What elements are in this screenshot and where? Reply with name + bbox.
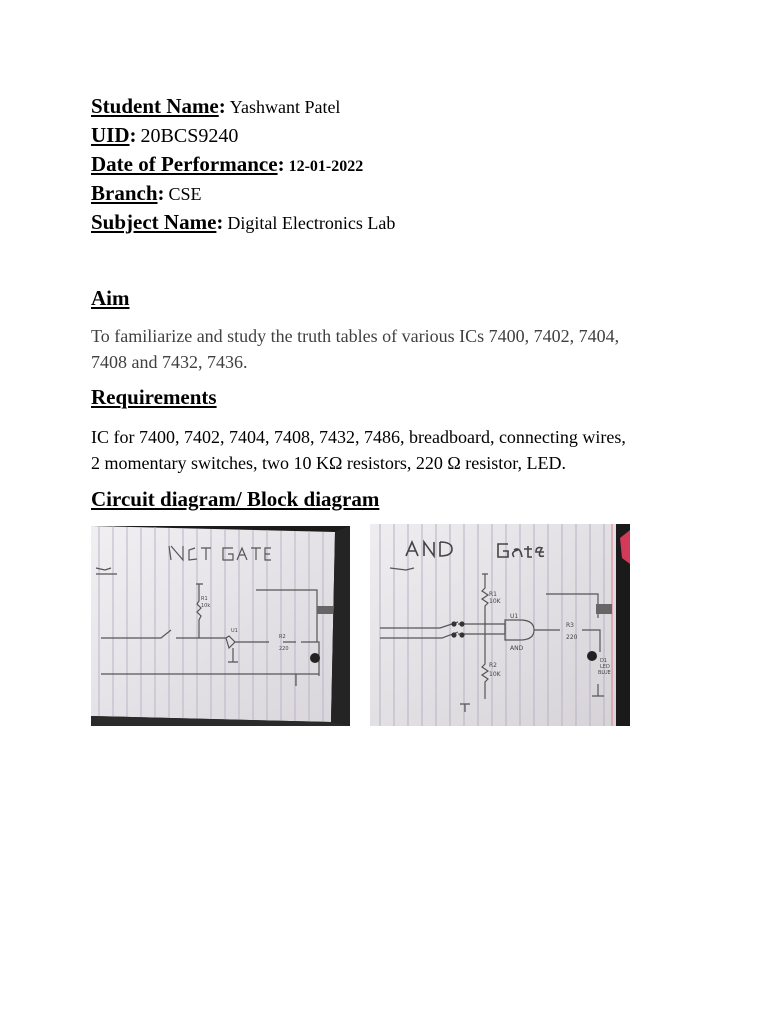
and-r3-label: R3 xyxy=(566,622,574,629)
date-label: Date of Performance xyxy=(91,152,278,176)
not-u1-label: U1 xyxy=(231,628,238,634)
not-r1-value: 10k xyxy=(201,603,211,609)
not-gate-photo xyxy=(91,526,350,726)
aim-line-2: 7408 and 7432, 7436. xyxy=(91,352,248,372)
not-gate-schematic xyxy=(91,526,350,726)
uid-line xyxy=(91,123,238,148)
not-r1-label: R1 xyxy=(201,596,208,602)
and-d1-label: D1 xyxy=(600,658,608,664)
requirements-heading: Requirements xyxy=(91,385,217,409)
not-r2-value: 220 xyxy=(279,646,289,652)
circuit-heading: Circuit diagram/ Block diagram xyxy=(91,487,380,511)
requirements-text xyxy=(91,424,691,476)
and-r2-value: 10K xyxy=(489,671,501,678)
colon: : xyxy=(129,123,137,147)
uid-label: UID xyxy=(91,123,130,147)
colon: : xyxy=(216,210,224,234)
and-blue-label: BLUE xyxy=(598,670,611,676)
requirements-line-2: 2 momentary switches, two 10 KΩ resistors, 220 Ω resistor, LED. xyxy=(91,453,566,473)
aim-text xyxy=(91,323,691,375)
and-u1-label: U1 xyxy=(510,613,519,620)
aim-line-1: To familiarize and study the truth tables of various ICs 7400, 7402, 7404, xyxy=(91,326,620,346)
subject-value: Digital Electronics Lab xyxy=(227,213,396,233)
date-value: 12-01-2022 xyxy=(288,158,364,175)
not-r2-label: R2 xyxy=(279,634,286,640)
and-r1-label: R1 xyxy=(489,591,497,598)
student-name-line xyxy=(91,94,340,119)
branch-label: Branch xyxy=(91,181,158,205)
branch-line xyxy=(91,181,202,206)
aim-heading: Aim xyxy=(91,286,130,310)
and-r2-label: R2 xyxy=(489,662,497,669)
and-r3-value: 220 xyxy=(566,634,578,641)
requirements-line-1: IC for 7400, 7402, 7404, 7408, 7432, 7486, breadboard, connecting wires, xyxy=(91,427,626,447)
subject-label: Subject Name xyxy=(91,210,217,234)
and-gate-label: AND xyxy=(510,645,524,652)
date-line xyxy=(91,152,363,177)
subject-line xyxy=(91,210,395,235)
colon: : xyxy=(277,152,285,176)
colon: : xyxy=(218,94,226,118)
and-r1-value: 10K xyxy=(489,598,501,605)
colon: : xyxy=(157,181,165,205)
uid-value: 20BCS9240 xyxy=(140,125,239,147)
and-led-label: LED xyxy=(600,664,610,670)
and-gate-schematic xyxy=(370,524,630,726)
student-name-value: Yashwant Patel xyxy=(229,97,341,117)
branch-value: CSE xyxy=(168,184,202,204)
and-gate-photo xyxy=(370,524,630,726)
student-name-label: Student Name xyxy=(91,94,219,118)
